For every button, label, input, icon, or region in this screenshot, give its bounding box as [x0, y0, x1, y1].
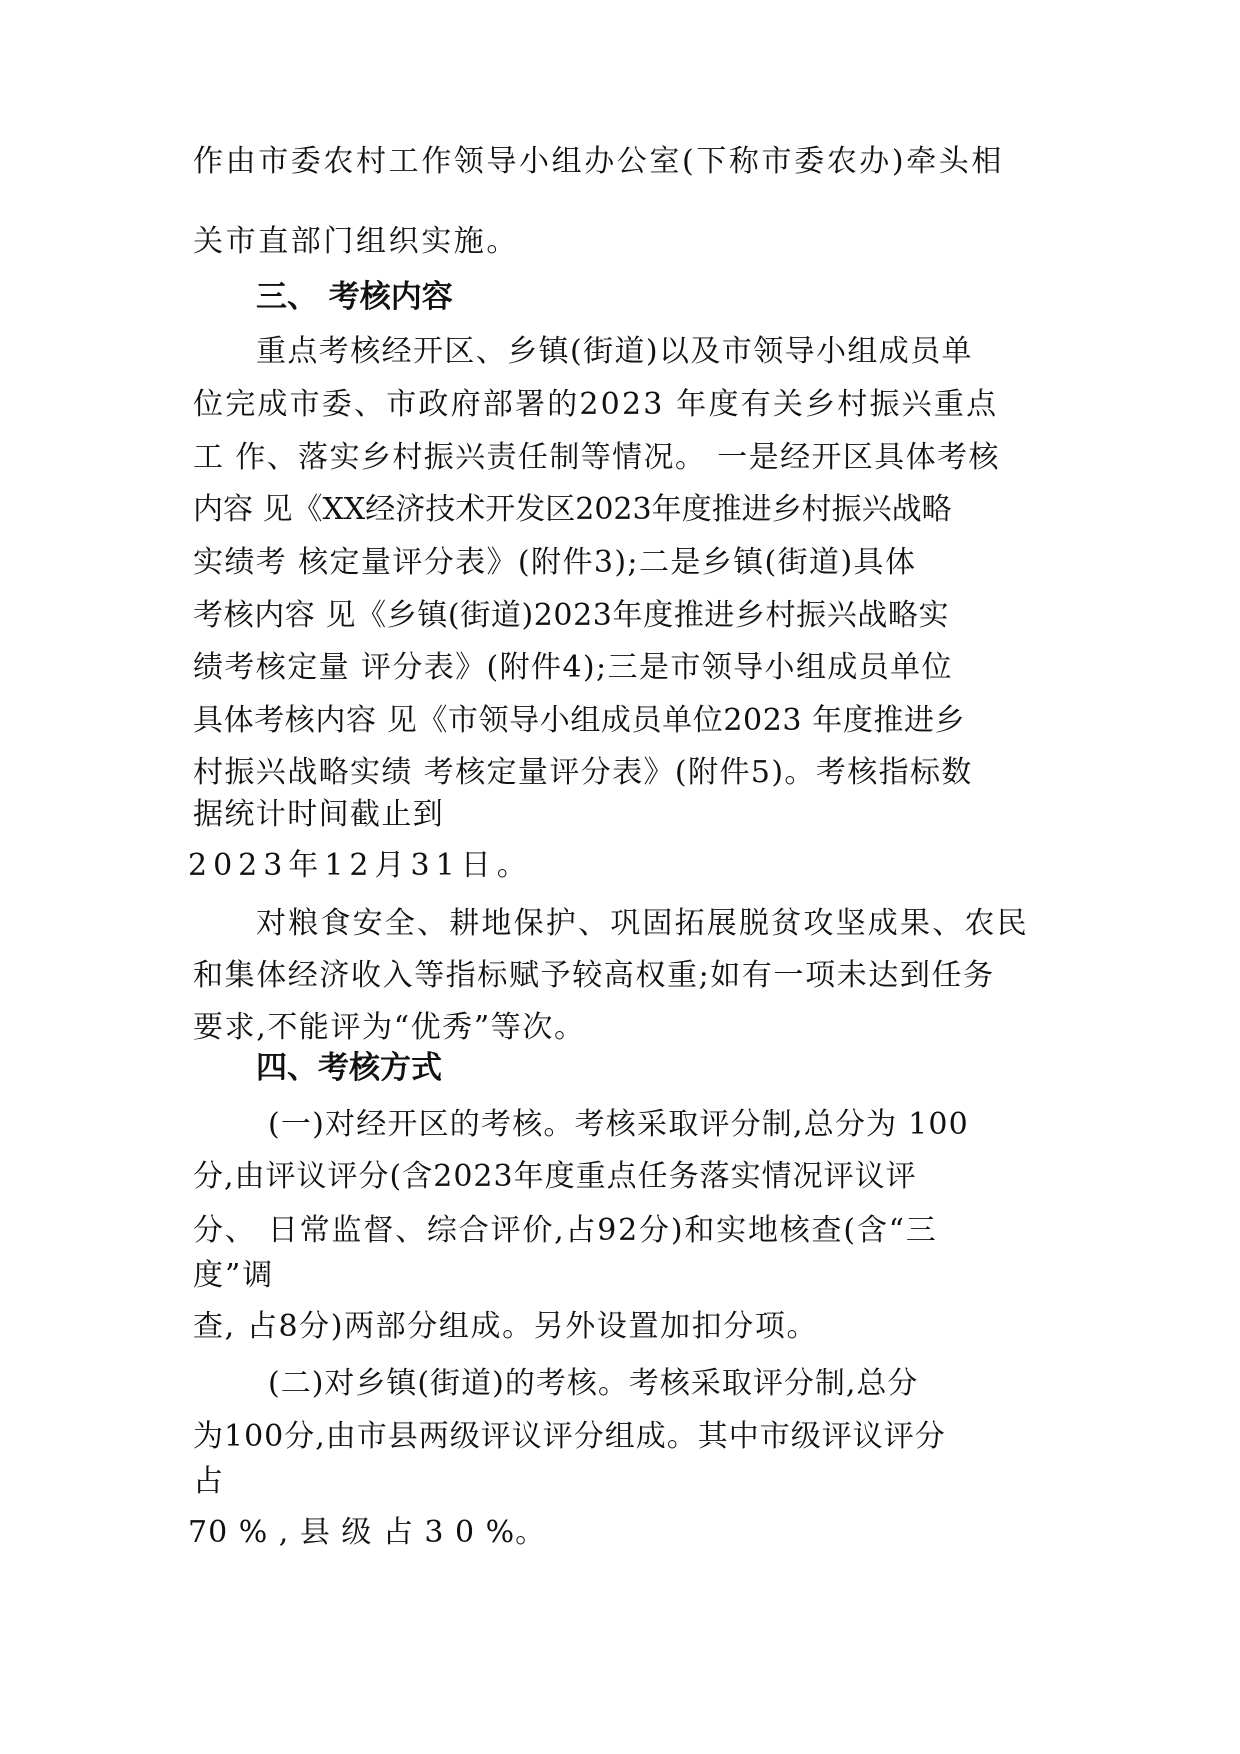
- body-line: (二)对乡镇(街道)的考核。考核采取评分制,总分: [268, 1366, 919, 1401]
- body-line: 绩考核定量 评分表》(附件4);三是市领导小组成员单位: [193, 650, 953, 685]
- body-line: 关市直部门组织实施。: [193, 224, 519, 259]
- body-line: 对粮食安全、耕地保护、巩固拓展脱贫攻坚成果、农民: [256, 906, 1029, 941]
- body-line: 具体考核内容 见《市领导小组成员单位2023 年度推进乡: [193, 703, 966, 738]
- body-line: 考核内容 见《乡镇(街道)2023年度推进乡村振兴战略实: [193, 598, 950, 633]
- body-line: 据统计时间截止到: [193, 797, 445, 832]
- body-line: 占: [193, 1464, 223, 1499]
- section-heading-4: 四、考核方式: [256, 1050, 442, 1086]
- body-line: 作由市委农村工作领导小组办公室(下称市委农办)牵头相: [193, 144, 1005, 179]
- body-line: 分、 日常监督、综合评价,占92分)和实地核查(含“三: [193, 1213, 938, 1248]
- body-line: 内容 见《XX经济技术开发区2023年度推进乡村振兴战略: [193, 492, 952, 527]
- body-line: 和集体经济收入等指标赋予较高权重;如有一项未达到任务: [193, 958, 995, 993]
- body-line: 分,由评议评分(含2023年度重点任务落实情况评议评: [193, 1159, 917, 1194]
- body-line: 村振兴战略实绩 考核定量评分表》(附件5)。考核指标数: [193, 755, 973, 790]
- body-line: 为100分,由市县两级评议评分组成。其中市级评议评分: [193, 1419, 946, 1454]
- body-line: 度”调: [193, 1258, 275, 1293]
- body-line: 重点考核经开区、乡镇(街道)以及市领导小组成员单: [256, 334, 974, 369]
- body-line: 位完成市委、市政府部署的2023 年度有关乡村振兴重点: [193, 387, 999, 422]
- body-line: 要求,不能评为“优秀”等次。: [193, 1010, 586, 1045]
- section-heading-3: 三、 考核内容: [256, 279, 453, 315]
- body-line: 实绩考 核定量评分表》(附件3);二是乡镇(街道)具体: [193, 545, 917, 580]
- body-line: 2023年12月31日。: [188, 848, 533, 883]
- body-line: 工 作、落实乡村振兴责任制等情况。 一是经开区具体考核: [193, 440, 1000, 475]
- body-line: 70 % , 县 级 占 3 0 %。: [188, 1515, 547, 1550]
- body-line: (一)对经开区的考核。考核采取评分制,总分为 100: [268, 1107, 969, 1142]
- body-line: 查, 占8分)两部分组成。另外设置加扣分项。: [193, 1309, 819, 1344]
